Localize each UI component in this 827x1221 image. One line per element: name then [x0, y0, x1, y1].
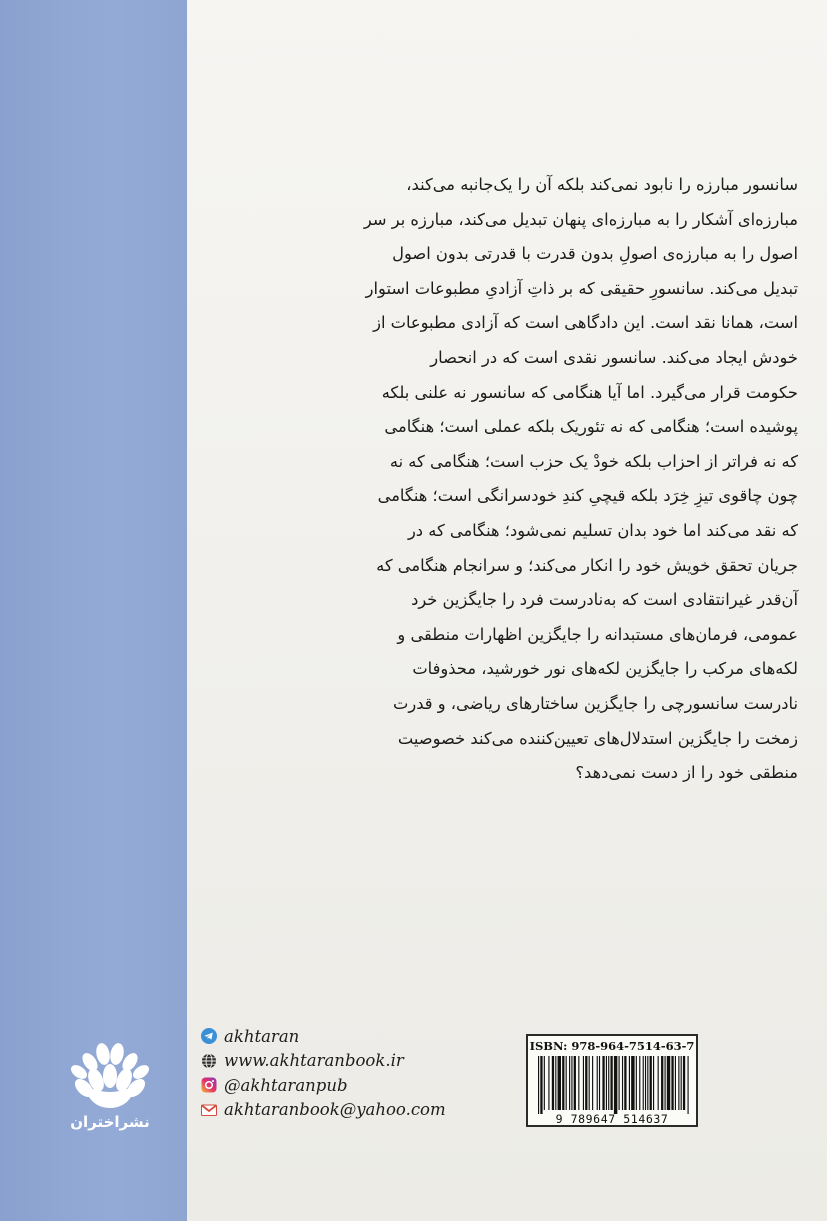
- barcode-bar: [602, 1056, 604, 1110]
- blurb-line: که نه فراتر از احزاب بلکه خودْ یک حزب است؛ هنگامی که نه: [389, 451, 798, 471]
- barcode-bar: [562, 1056, 564, 1110]
- blurb-line: جریان تحقق خویش خود را انکار می‌کند؛ و سرانجام هنگامی که: [376, 555, 798, 575]
- barcode-bar: [653, 1056, 654, 1110]
- barcode-bar: [583, 1056, 584, 1110]
- isbn-label: ISBN: 978-964-7514-63-7: [529, 1039, 695, 1053]
- blurb-line: خودش ایجاد می‌کند. سانسور نقدی است که در انحصار: [430, 347, 798, 367]
- barcode-bar: [650, 1056, 652, 1110]
- blurb-text: [218, 168, 798, 791]
- barcode-bar: [589, 1056, 590, 1110]
- barcode-bar: [548, 1056, 549, 1110]
- barcode-bar: [606, 1056, 607, 1110]
- barcode-bar: [614, 1056, 617, 1114]
- isbn-box: [526, 1034, 698, 1127]
- barcode-bar: [555, 1056, 556, 1110]
- telegram-icon: [201, 1028, 217, 1044]
- blurb-line: که نقد می‌کند اما خود بدان تسلیم نمی‌شود؛ هنگامی که در: [407, 520, 798, 540]
- barcode-bar: [678, 1056, 679, 1110]
- barcode-bar: [566, 1056, 567, 1110]
- blurb-line: منطقی خود را از دست نمی‌دهد؟: [575, 763, 798, 783]
- barcode-bar: [608, 1056, 609, 1110]
- barcode-bar: [643, 1056, 644, 1110]
- barcode-bar: [544, 1056, 545, 1110]
- contact-website[interactable]: [201, 1049, 446, 1074]
- barcode-bar: [675, 1056, 676, 1110]
- blurb-line: مبارزه‌ای آشکار را به مبارزه‌ای پنهان تبدیل می‌کند، مبارزه بر سر: [363, 209, 798, 229]
- blurb-line: سانسور مبارزه را نابود نمی‌کند بلکه آن را یک‌جانبه می‌کند،: [406, 175, 798, 194]
- barcode-bar: [661, 1056, 663, 1110]
- globe-icon: [201, 1053, 217, 1069]
- barcode-icon: [536, 1056, 690, 1114]
- barcode-bar: [658, 1056, 659, 1110]
- blurb-line: است، همانا نقد است. این دادگاهی است که آزادی مطبوعات از: [373, 313, 798, 333]
- contact-email[interactable]: [201, 1098, 446, 1123]
- barcode-bar: [574, 1056, 576, 1110]
- barcode-bar: [665, 1056, 666, 1110]
- blurb-line: آن‌قدر غیرانتقادی است که به‌نادرست فرد را جایگزین خرد: [411, 590, 798, 610]
- barcode-bar: [538, 1056, 539, 1114]
- barcode-bar: [569, 1056, 570, 1110]
- barcode-bar: [681, 1056, 682, 1110]
- barcode-digits: 9 789647 514637: [555, 1112, 669, 1126]
- barcode-bar: [599, 1056, 600, 1110]
- barcode-bar: [631, 1056, 634, 1110]
- barcode-bar: [629, 1056, 630, 1110]
- barcode-bar: [688, 1056, 689, 1114]
- blurb-line: عمومی، فرمان‌های مستبدانه را جایگزین اظهارات منطقی و: [397, 624, 798, 644]
- blurb-line: نادرست سانسورچی را جایگزین ساختارهای ریاضی، و قدرت: [393, 693, 798, 713]
- contact-telegram-text: akhtaran: [224, 1026, 300, 1046]
- mail-icon: [201, 1102, 217, 1118]
- barcode-bar: [597, 1056, 598, 1110]
- barcode-bar: [592, 1056, 593, 1110]
- contact-email-text: akhtaranbook@yahoo.com: [224, 1100, 446, 1120]
- barcode-bar: [552, 1056, 554, 1110]
- barcode-bar: [639, 1056, 640, 1110]
- barcode-bar: [683, 1056, 685, 1110]
- contact-instagram-text: @akhtaranpub: [224, 1075, 348, 1095]
- publisher-contacts: [201, 1024, 446, 1122]
- barcode-bar: [624, 1056, 626, 1110]
- blurb-line: تبدیل می‌کند. سانسورِ حقیقی که بر ذاتِ آزادیِ مطبوعات استوار: [365, 278, 798, 298]
- barcode-bar: [622, 1056, 623, 1110]
- barcode-bar: [558, 1056, 561, 1110]
- blurb-line: لکه‌های مرکب را جایگزین لکه‌های نور خورشید، محذوفات: [412, 659, 798, 679]
- contact-instagram[interactable]: [201, 1073, 446, 1098]
- publisher-name: نشراختران: [70, 1113, 150, 1131]
- barcode-bar: [540, 1056, 542, 1114]
- barcode-bar: [610, 1056, 612, 1110]
- contact-telegram[interactable]: [201, 1024, 446, 1049]
- barcode-bar: [645, 1056, 646, 1110]
- blurb-line: زمخت را جایگزین استدلال‌های تعیین‌کننده می‌کند خصوصیت: [397, 728, 798, 748]
- blurb-line: چون چاقوی تیزِ خِرَد بلکه قیچیِ کندِ خودسرانگی است؛ هنگامی: [377, 486, 798, 506]
- blurb-line: اصول را به مبارزه‌ی اصولِ بدون قدرت با قدرتی بدون اصول: [392, 244, 798, 264]
- barcode-bar: [671, 1056, 673, 1110]
- barcode-bar: [585, 1056, 587, 1110]
- barcode-bar: [647, 1056, 648, 1110]
- barcode-bar: [571, 1056, 572, 1110]
- barcode-bar: [578, 1056, 579, 1110]
- barcode-bar: [619, 1056, 620, 1110]
- barcode-bar: [636, 1056, 637, 1110]
- barcode-bar: [667, 1056, 670, 1110]
- instagram-icon: [201, 1077, 217, 1093]
- blurb-line: پوشیده است؛ هنگامی که نه تئوریک بلکه عملی است؛ هنگامی: [384, 417, 798, 437]
- blurb-line: حکومت قرار می‌گیرد. اما آیا هنگامی که سانسور نه علنی بلکه: [381, 382, 798, 402]
- contact-website-text: www.akhtaranbook.ir: [224, 1051, 404, 1071]
